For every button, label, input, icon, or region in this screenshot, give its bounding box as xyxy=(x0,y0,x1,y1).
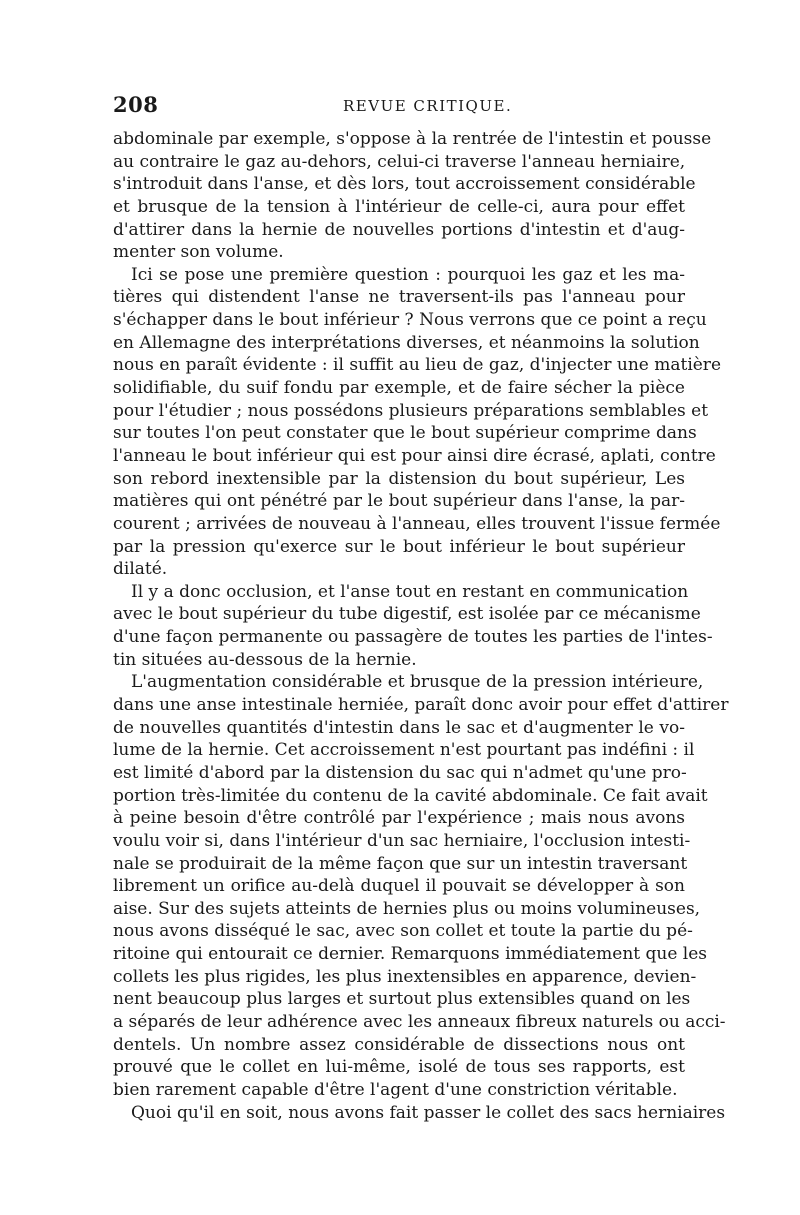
text-line: dilaté. xyxy=(113,559,168,580)
text-line: nent beaucoup plus larges et surtout plus extensibles quand on les xyxy=(113,989,691,1010)
text-line: bien rarement capable d'être l'agent d'une constriction véritable. xyxy=(113,1079,678,1100)
text-line: en Allemagne des interprétations diverses, et néanmoins la solution xyxy=(113,332,700,353)
running-title: REVUE CRITIQUE. xyxy=(343,97,513,115)
text-line: l'anneau le bout inférieur qui est pour ainsi dire écrasé, aplati, contre xyxy=(113,445,716,466)
paragraph-start-line: Il y a donc occlusion, et l'anse tout en restant en communication xyxy=(131,581,689,602)
text-line: aise. Sur des sujets atteints de hernies plus ou moins volumineuses, xyxy=(113,898,701,919)
text-line: s'échapper dans le bout inférieur ? Nous verrons que ce point a reçu xyxy=(113,310,707,331)
text-line: avec le bout supérieur du tube digestif, est isolée par ce mécanisme xyxy=(113,604,701,625)
text-line: solidifiable, du suif fondu par exemple, et de faire sécher la pièce xyxy=(113,378,685,399)
paragraph-start-line: L'augmentation considérable et brusque de la pression intérieure, xyxy=(131,672,704,693)
text-line: pour l'étudier ; nous possédons plusieurs préparations semblables et xyxy=(113,400,709,421)
text-line: librement un orifice au-delà duquel il pouvait se développer à son xyxy=(113,876,685,897)
text-line: d'une façon permanente ou passagère de toutes les parties de l'intes- xyxy=(113,627,713,648)
text-line: par la pression qu'exerce sur le bout inférieur le bout supérieur xyxy=(113,536,685,557)
text-line: menter son volume. xyxy=(113,242,284,263)
text-line: et brusque de la tension à l'intérieur de celle-ci, aura pour effet xyxy=(113,196,685,217)
text-line: nous avons disséqué le sac, avec son collet et toute la partie du pé- xyxy=(113,921,693,942)
text-line: courent ; arrivées de nouveau à l'anneau, elles trouvent l'issue fermée xyxy=(113,513,721,534)
text-line: est limité d'abord par la distension du sac qui n'admet qu'une pro- xyxy=(113,762,687,783)
text-line: voulu voir si, dans l'intérieur d'un sac herniaire, l'occlusion intesti- xyxy=(113,830,691,851)
text-line: son rebord inextensible par la distension du bout supérieur, Les xyxy=(113,468,685,489)
text-line: portion très-limitée du contenu de la cavité abdominale. Ce fait avait xyxy=(113,785,708,806)
text-line: s'introduit dans l'anse, et dès lors, tout accroissement considérable xyxy=(113,174,696,195)
text-line: lume de la hernie. Cet accroissement n'est pourtant pas indéfini : il xyxy=(113,740,695,761)
text-line: dentels. Un nombre assez considérable de dissections nous ont xyxy=(113,1034,685,1055)
paragraph-start-line: Quoi qu'il en soit, nous avons fait passer le collet des sacs herniaires xyxy=(131,1102,726,1123)
text-line: tières qui distendent l'anse ne traversent-ils pas l'anneau pour xyxy=(113,287,685,308)
text-line: au contraire le gaz au-dehors, celui-ci traverse l'anneau herniaire, xyxy=(113,151,686,172)
text-line: d'attirer dans la hernie de nouvelles portions d'intestin et d'aug- xyxy=(113,219,685,240)
text-line: nous en paraît évidente : il suffit au lieu de gaz, d'injecter une matière xyxy=(113,355,721,376)
text-line: sur toutes l'on peut constater que le bout supérieur comprime dans xyxy=(113,423,697,444)
paragraph-start-line: Ici se pose une première question : pourquoi les gaz et les ma- xyxy=(131,264,685,285)
page-header xyxy=(113,92,685,120)
text-line: dans une anse intestinale herniée, paraît donc avoir pour effet d'attirer xyxy=(113,695,729,716)
text-line: prouvé que le collet en lui-même, isolé de tous ses rapports, est xyxy=(113,1057,685,1078)
text-line: abdominale par exemple, s'oppose à la rentrée de l'intestin et pousse xyxy=(113,129,712,149)
text-line: a séparés de leur adhérence avec les anneaux fibreux naturels ou acci- xyxy=(113,1011,726,1032)
text-line: tin situées au-dessous de la hernie. xyxy=(113,649,417,670)
text-line: collets les plus rigides, les plus inextensibles en apparence, devien- xyxy=(113,966,697,987)
text-line: matières qui ont pénétré par le bout supérieur dans l'anse, la par- xyxy=(113,491,685,512)
text-line: nale se produirait de la même façon que sur un intestin traversant xyxy=(113,853,688,874)
text-line: à peine besoin d'être contrôlé par l'expérience ; mais nous avons xyxy=(113,808,685,829)
body-text xyxy=(113,128,729,1124)
text-line: de nouvelles quantités d'intestin dans le sac et d'augmenter le vo- xyxy=(113,717,685,738)
text-line: ritoine qui entourait ce dernier. Remarquons immédiatement que les xyxy=(113,944,708,965)
page-number: 208 xyxy=(113,92,159,117)
